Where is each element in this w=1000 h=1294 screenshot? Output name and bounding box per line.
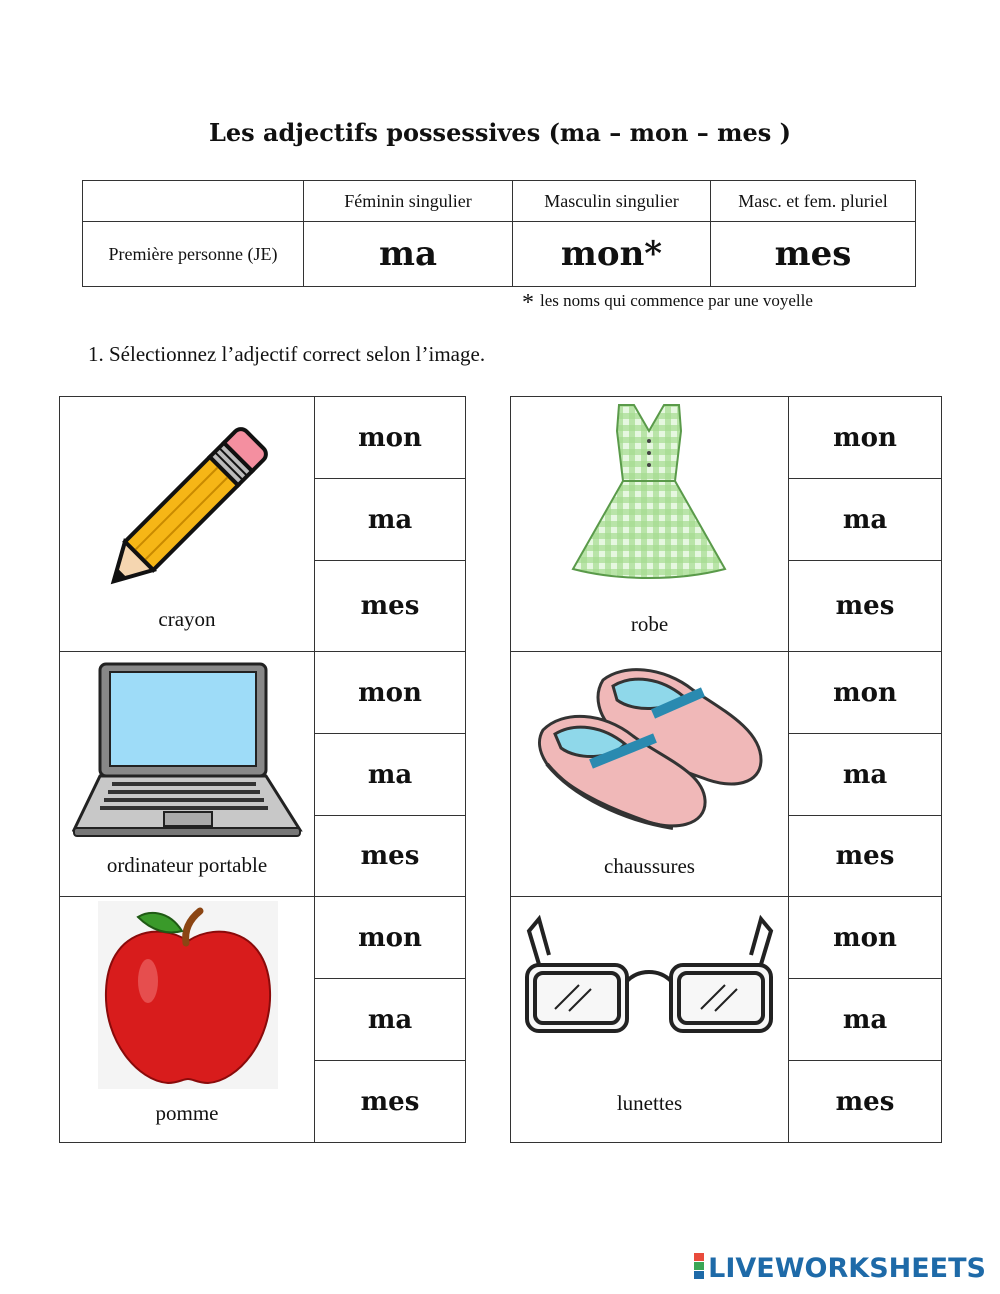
option-robe-mon[interactable]: mon — [789, 397, 942, 479]
shoes-icon — [533, 660, 769, 844]
apple-icon — [98, 901, 278, 1089]
option-crayon-mon[interactable]: mon — [315, 397, 466, 479]
right-exercise-grid — [510, 396, 942, 1143]
option-robe-ma[interactable]: ma — [789, 479, 942, 561]
footnote-text: les noms qui commence par une voyelle — [540, 291, 813, 310]
option-robe-mes[interactable]: mes — [789, 561, 942, 652]
dress-icon — [569, 401, 729, 579]
option-pomme-ma[interactable]: ma — [315, 979, 466, 1061]
item-cell-ordinateur — [60, 652, 315, 897]
option-chaussures-mon[interactable]: mon — [789, 652, 942, 734]
option-crayon-mes[interactable]: mes — [315, 561, 466, 652]
liveworksheets-logo — [694, 1252, 986, 1284]
pencil-icon — [90, 405, 290, 605]
summary-table — [82, 180, 916, 287]
option-lunettes-mon[interactable]: mon — [789, 897, 942, 979]
item-label-robe: robe — [630, 612, 669, 636]
summary-header-feminine: Féminin singulier — [304, 181, 513, 222]
option-chaussures-mes[interactable]: mes — [789, 816, 942, 897]
item-cell-crayon — [60, 397, 315, 652]
summary-row-label: Première personne (JE) — [83, 222, 304, 287]
item-cell-chaussures — [511, 652, 789, 897]
summary-header-empty — [83, 181, 304, 222]
laptop-icon — [72, 660, 304, 840]
option-pomme-mes[interactable]: mes — [315, 1061, 466, 1143]
item-label-lunettes: lunettes — [616, 1091, 683, 1115]
option-ordinateur-mes[interactable]: mes — [315, 816, 466, 897]
summary-header-plural: Masc. et fem. pluriel — [711, 181, 916, 222]
left-exercise-grid — [59, 396, 466, 1143]
footnote-star: * — [522, 290, 534, 316]
summary-header-masculine: Masculin singulier — [513, 181, 711, 222]
option-chaussures-ma[interactable]: ma — [789, 734, 942, 816]
item-label-pomme: pomme — [155, 1101, 219, 1125]
item-label-chaussures: chaussures — [604, 854, 695, 878]
option-lunettes-mes[interactable]: mes — [789, 1061, 942, 1143]
item-label-ordinateur: ordinateur portable — [106, 853, 268, 877]
item-cell-robe — [511, 397, 789, 652]
logo-blocks-icon — [694, 1252, 704, 1280]
summary-value-mon: mon* — [513, 222, 711, 287]
summary-value-mes: mes — [711, 222, 916, 287]
item-cell-pomme — [60, 897, 315, 1143]
item-cell-lunettes — [511, 897, 789, 1143]
glasses-icon — [521, 911, 779, 1041]
page-title: Les adjectifs possessives (ma – mon – mes ) — [208, 118, 792, 147]
item-label-crayon: crayon — [158, 607, 216, 631]
summary-value-ma: ma — [304, 222, 513, 287]
instruction: 1. Sélectionnez l’adjectif correct selon l’image. — [88, 342, 486, 366]
option-lunettes-ma[interactable]: ma — [789, 979, 942, 1061]
option-ordinateur-mon[interactable]: mon — [315, 652, 466, 734]
option-pomme-mon[interactable]: mon — [315, 897, 466, 979]
footnote — [522, 290, 813, 317]
option-crayon-ma[interactable]: ma — [315, 479, 466, 561]
logo-text: LIVEWORKSHEETS — [708, 1253, 986, 1284]
option-ordinateur-ma[interactable]: ma — [315, 734, 466, 816]
